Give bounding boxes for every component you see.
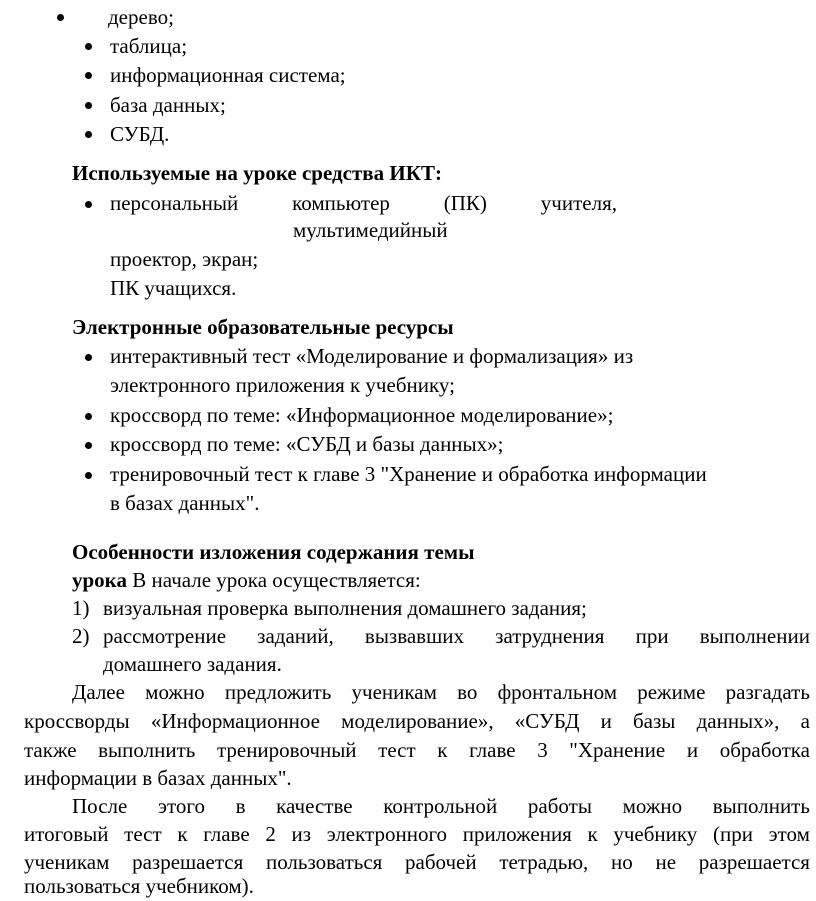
list-number: 2) [72,624,90,648]
bullet-icon [85,442,92,449]
bullet-icon [85,102,92,109]
section-heading-ikt: Используемые на уроке средства ИКТ: [72,161,442,185]
bullet-icon [57,14,64,21]
paragraph-line: пользоваться учебником). [24,874,254,898]
list-item: кроссворд по теме: «Информационное моделирование»; [110,403,614,427]
bullet-icon [85,413,92,420]
paragraph-line: После этого в качестве контрольной работы можно выполнить [72,794,810,818]
list-item: проектор, экран; [110,247,259,271]
list-item: информационная система; [110,63,346,87]
bullet-icon [85,43,92,50]
list-item: таблица; [110,34,188,58]
paragraph-line: также выполнить тренировочный тест к главе 3 "Хранение и обработка [24,738,810,762]
list-item: тренировочный тест к главе 3 "Хранение и обработка информации [110,462,707,486]
list-item: интерактивный тест «Моделирование и формализация» из [110,344,634,368]
list-item-continuation: домашнего задания. [103,652,282,676]
paragraph-line: ученикам разрешается пользоваться рабочей тетрадью, но не разрешается [24,850,810,874]
bullet-icon [85,201,92,208]
list-item: визуальная проверка выполнения домашнего задания; [103,596,587,620]
paragraph-line: Далее можно предложить ученикам во фронтальном режиме разгадать [72,680,810,704]
list-item: ПК учащихся. [110,276,237,300]
bullet-icon [85,131,92,138]
features-intro-line: урока В начале урока осуществляется: [72,568,421,592]
paragraph-line: итоговый тест к главе 2 из электронного приложения к учебнику (при этом [24,822,810,846]
section-heading-eor: Электронные образовательные ресурсы [72,315,454,339]
list-item: СУБД. [110,122,170,146]
bullet-icon [85,472,92,479]
list-item: персональный компьютер (ПК) учителя, [110,191,617,215]
paragraph-line: кроссворды «Информационное моделирование», «СУБД и базы данных», а [24,709,810,733]
section-heading-features: Особенности изложения содержания темы [72,540,475,564]
bullet-icon [85,354,92,361]
list-number: 1) [72,596,90,620]
bullet-icon [85,72,92,79]
list-item: дерево; [108,5,174,29]
list-item: рассмотрение заданий, вызвавших затруднения при выполнении [103,624,810,648]
list-item: база данных; [110,93,226,117]
list-item-continuation: электронного приложения к учебнику; [110,373,455,397]
list-item-continuation: мультимедийный [293,218,448,242]
list-item: кроссворд по теме: «СУБД и базы данных»; [110,432,504,456]
list-item-continuation: в базах данных". [110,491,260,515]
paragraph-line: информации в базах данных". [24,766,292,790]
